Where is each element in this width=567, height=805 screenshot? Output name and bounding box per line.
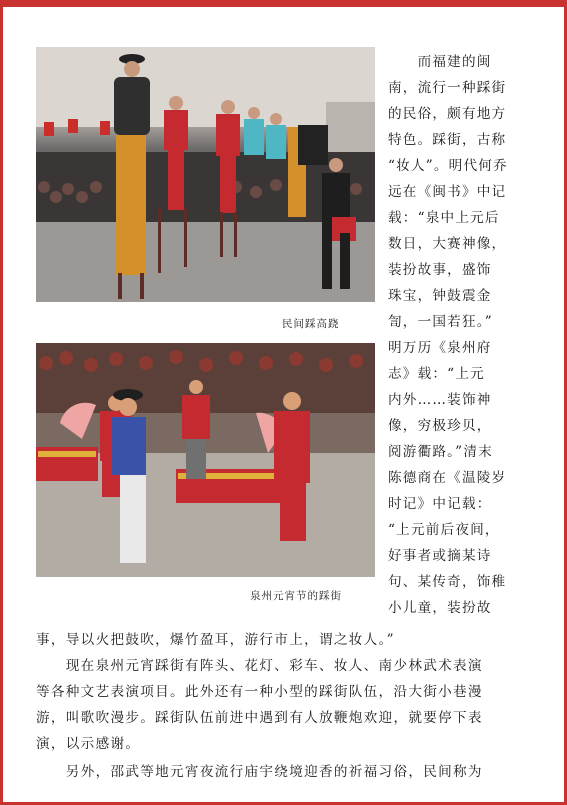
body-text-line: 句、某传奇，饰稚 <box>388 574 507 590</box>
body-text-line: 数日，大赛神像， <box>388 236 507 252</box>
body-text-line: 远在《闽书》中记 <box>388 184 507 200</box>
body-text-line: 特色。踩街，古称 <box>388 132 507 148</box>
photo-caption: 泉州元宵节的踩街 <box>250 590 342 602</box>
body-text-line: 时记》中记载： <box>388 496 492 512</box>
body-text-line: 另外，邵武等地元宵夜流行庙宇绕境迎香的祈福习俗，民间称为 <box>36 764 483 780</box>
body-text-line: 小儿童，装扮故 <box>388 600 492 616</box>
body-text-line: 演，以示感谢。 <box>36 736 141 752</box>
left-border <box>0 0 3 805</box>
body-text-line: 珠宝，钟鼓震金 <box>388 288 492 304</box>
body-text-line: 阅游衢路。”清末 <box>388 444 493 460</box>
body-text-line: 明万历《泉州府 <box>388 340 492 356</box>
body-text-line: 的民俗，颇有地方 <box>388 106 507 122</box>
body-text-line: 载：“泉中上元后 <box>388 210 500 226</box>
body-text-line: 南，流行一种踩街 <box>388 80 507 96</box>
lantern-festival-parade-photo <box>36 343 375 577</box>
top-border <box>0 0 567 7</box>
body-text-line: 志》载：“上元 <box>388 366 485 382</box>
body-text-line: 内外……装饰神 <box>388 392 492 408</box>
body-text-line: 等各种文艺表演项目。此外还有一种小型的踩街队伍，沿大街小巷漫 <box>36 684 483 700</box>
body-text-line: 事，导以火把鼓吹，爆竹盈耳，游行市上，谓之妆人。” <box>36 632 395 648</box>
body-text-line: 訇，一国若狂。” <box>388 314 493 330</box>
body-text-line: 游，叫歌吹漫步。踩街队伍前进中遇到有人放鞭炮欢迎，就要停下表 <box>36 710 483 726</box>
body-text-line: 好事者或摘某诗 <box>388 548 492 564</box>
body-text-line: 装扮故事，盛饰 <box>388 262 492 278</box>
stilt-walking-photo <box>36 47 375 302</box>
body-text-line: 而福建的闽 <box>388 54 492 70</box>
body-text-line: 现在泉州元宵踩街有阵头、花灯、彩车、妆人、南少林武术表演 <box>36 658 483 674</box>
body-text-line: “妆人”。明代何乔 <box>388 158 508 174</box>
parade-illustration <box>36 343 375 577</box>
body-text-line: 像，穷极珍贝， <box>388 418 492 434</box>
body-text-line: “上元前后夜间， <box>388 522 500 538</box>
stilt-walking-illustration <box>36 47 375 302</box>
photo-caption: 民间踩高跷 <box>282 318 340 330</box>
body-text-line: 陈德商在《温陵岁 <box>388 470 507 486</box>
